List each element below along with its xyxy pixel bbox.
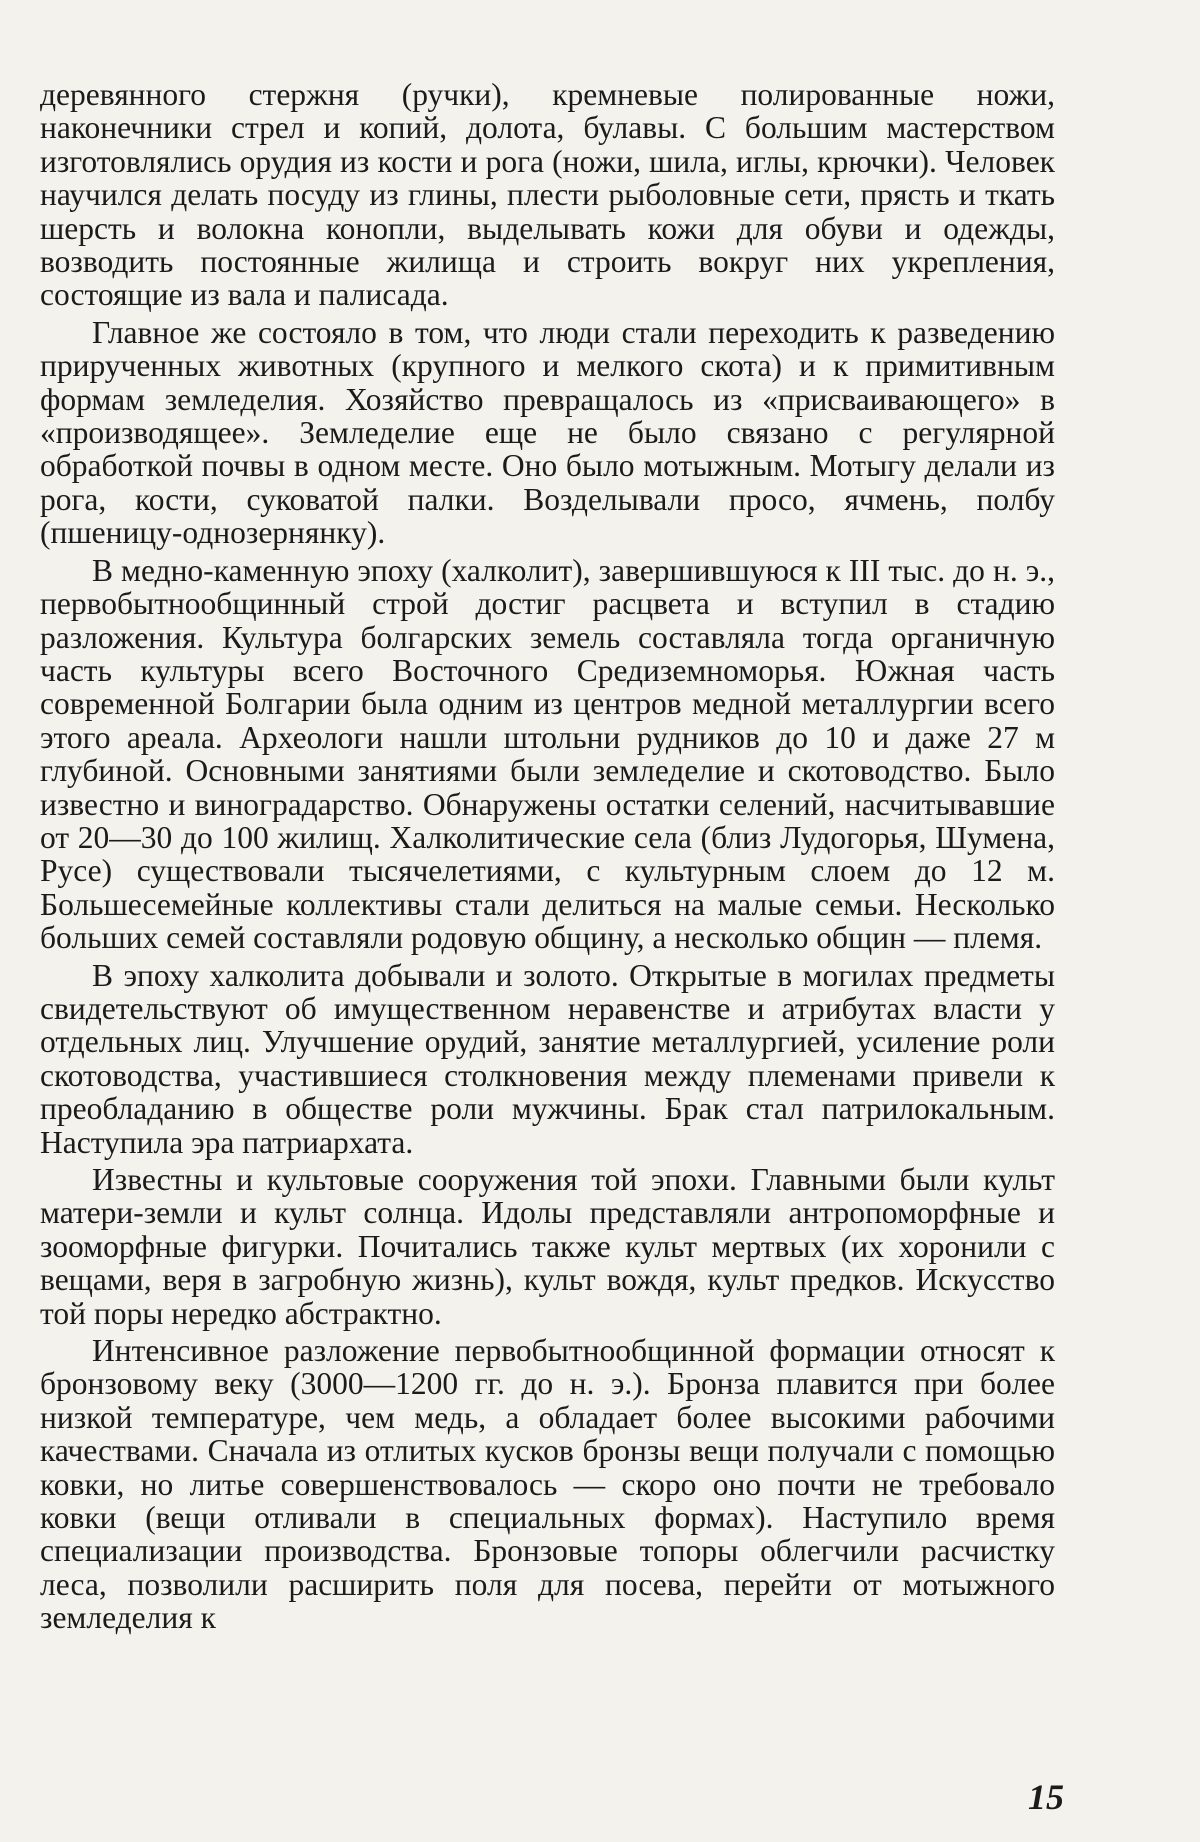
paragraph-bronze-age: Интенсивное разложение первобытнообщинной формации относят к бронзовому веку (3000—1200 гг. до н. э.). Бронза плавится при более низкой температуре, чем медь, а обладает более высокими рабочими качествами. Сначала из отлитых кусков бронзы вещи получали с помощью ковки, но литье совершенствовалось — скоро оно почти не требовало ковки (вещи отливали в специальных формах). Наступило время специализации производства. Бронзовые топоры облегчили расчистку леса, позволили расширить поля для посева, перейти от мотыжного земледелия к xyxy=(40,1334,1055,1635)
paragraph-gold-and-patriarchy: В эпоху халколита добывали и золото. Открытые в могилах предметы свидетельствуют об имущественном неравенстве и атрибутах власти у отдельных лиц. Улучшение орудий, занятие металлургией, усиление роли скотоводства, участившиеся столкновения между племенами привели к преобладанию в обществе роли мужчины. Брак стал патрилокальным. Наступила эра патриархата. xyxy=(40,959,1055,1159)
page-number: 15 xyxy=(1004,1776,1064,1818)
paragraph-chalcolithic-era: В медно-каменную эпоху (халколит), завершившуюся к III тыс. до н. э., первобытнообщинный строй достиг расцвета и вступил в стадию разложения. Культура болгарских земель составляла тогда органичную часть культуры всего Восточного Средиземноморья. Южная часть современной Болгарии была одним из центров медной металлургии всего этого ареала. Археологи нашли штольни рудников до 10 и даже 27 м глубиной. Основными занятиями были земледелие и скотоводство. Было известно и виноградарство. Обнаружены остатки селений, насчитывавшие от 20—30 до 100 жилищ. Халколитические села (близ Лудогорья, Шумена, Русе) существовали тысячелетиями, с культурным слоем до 12 м. Большесемейные коллективы стали делиться на малые семьи. Несколько больших семей составляли родовую общину, а несколько общин — племя. xyxy=(40,554,1055,955)
book-page xyxy=(0,0,1200,1842)
text-column xyxy=(40,78,1055,1635)
paragraph-neolithic-tools: деревянного стержня (ручки), кремневые полированные ножи, наконечники стрел и копий, долота, булавы. С большим мастерством изготовлялись орудия из кости и рога (ножи, шила, иглы, крючки). Человек научился делать посуду из глины, плести рыболовные сети, прясть и ткать шерсть и волокна конопли, выделывать кожи для обуви и одежды, возводить постоянные жилища и строить вокруг них укрепления, состоящие из вала и палисада. xyxy=(40,78,1055,312)
paragraph-animal-husbandry: Главное же состояло в том, что люди стали переходить к разведению прирученных животных (крупного и мелкого скота) и к примитивным формам земледелия. Хозяйство превращалось из «присваивающего» в «производящее». Земледелие еще не было связано с регулярной обработкой почвы в одном месте. Оно было мотыжным. Мотыгу делали из рога, кости, суковатой палки. Возделывали просо, ячмень, полбу (пшеницу-однозернянку). xyxy=(40,316,1055,550)
paragraph-cults: Известны и культовые сооружения той эпохи. Главными были культ матери-земли и культ солнца. Идолы представляли антропоморфные и зооморфные фигурки. Почитались также культ мертвых (их хоронили с вещами, веря в загробную жизнь), культ вождя, культ предков. Искусство той поры нередко абстрактно. xyxy=(40,1163,1055,1330)
